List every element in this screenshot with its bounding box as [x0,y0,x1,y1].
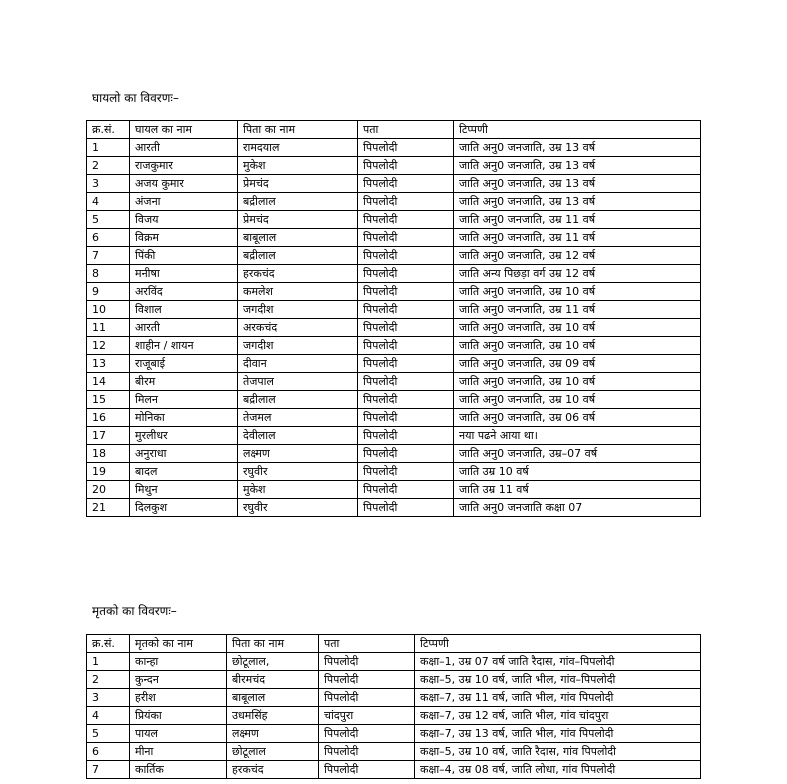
father-name-cell: बद्रीलाल [238,193,358,211]
header-row [87,121,701,139]
address-cell: पिपलोदी [358,391,454,409]
remarks-cell: जाति उम्र 11 वर्ष [454,481,701,499]
address-cell: पिपलोदी [319,653,415,671]
father-name-cell: बद्रीलाल [238,247,358,265]
remarks-cell: जाति अनु0 जनजाति कक्षा 07 [454,499,701,517]
serial-cell: 12 [87,337,130,355]
name-cell: पिंकी [130,247,238,265]
name-cell: मोनिका [130,409,238,427]
father-name-cell: तेजपाल [238,373,358,391]
name-cell: मनीषा [130,265,238,283]
serial-cell: 2 [87,157,130,175]
remarks-cell: कक्षा–7, उम्र 12 वर्ष, जाति भील, गांव चांदपुरा [415,707,701,725]
table-row [87,337,701,355]
address-cell: पिपलोदी [358,445,454,463]
column-header-address: पता [358,121,454,139]
remarks-cell: जाति अनु0 जनजाति, उम्र 11 वर्ष [454,211,701,229]
table-row [87,211,701,229]
address-cell: पिपलोदी [319,725,415,743]
remarks-cell: कक्षा–5, उम्र 10 वर्ष, जाति रैदास, गांव पिपलोदी [415,743,701,761]
header-row [87,635,701,653]
address-cell: पिपलोदी [358,229,454,247]
name-cell: मुरलीधर [130,427,238,445]
table-row [87,725,701,743]
column-header-serial: क्र.सं. [87,635,130,653]
table-row [87,193,701,211]
address-cell: पिपलोदी [358,337,454,355]
table-row [87,355,701,373]
father-name-cell: जगदीश [238,337,358,355]
father-name-cell: रघुवीर [238,463,358,481]
address-cell: पिपलोदी [358,265,454,283]
column-header-father-name: पिता का नाम [227,635,319,653]
address-cell: पिपलोदी [319,761,415,779]
father-name-cell: रामदयाल [238,139,358,157]
address-cell: पिपलोदी [358,409,454,427]
name-cell: कार्तिक [130,761,227,779]
column-header-remarks: टिप्पणी [415,635,701,653]
table-row [87,653,701,671]
address-cell: पिपलोदी [358,481,454,499]
table-row [87,283,701,301]
remarks-cell: जाति अनु0 जनजाति, उम्र 13 वर्ष [454,139,701,157]
father-name-cell: दीवान [238,355,358,373]
table-row [87,463,701,481]
serial-cell: 16 [87,409,130,427]
table-row [87,391,701,409]
address-cell: पिपलोदी [358,139,454,157]
father-name-cell: हरकचंद [238,265,358,283]
serial-cell: 8 [87,265,130,283]
column-header-address: पता [319,635,415,653]
father-name-cell: मुकेश [238,157,358,175]
serial-cell: 18 [87,445,130,463]
father-name-cell: लक्ष्मण [227,725,319,743]
table-row [87,301,701,319]
father-name-cell: जगदीश [238,301,358,319]
name-cell: अंजना [130,193,238,211]
serial-cell: 7 [87,247,130,265]
address-cell: पिपलोदी [358,247,454,265]
address-cell: पिपलोदी [319,743,415,761]
name-cell: प्रियंका [130,707,227,725]
serial-cell: 4 [87,193,130,211]
address-cell: पिपलोदी [358,175,454,193]
serial-cell: 5 [87,725,130,743]
column-header-remarks: टिप्पणी [454,121,701,139]
address-cell: पिपलोदी [358,319,454,337]
remarks-cell: जाति अनु0 जनजाति, उम्र 10 वर्ष [454,337,701,355]
father-name-cell: हरकचंद [227,761,319,779]
serial-cell: 1 [87,139,130,157]
remarks-cell: जाति उम्र 10 वर्ष [454,463,701,481]
father-name-cell: बाबूलाल [227,689,319,707]
father-name-cell: रघुवीर [238,499,358,517]
name-cell: कान्हा [130,653,227,671]
serial-cell: 14 [87,373,130,391]
remarks-cell: जाति अनु0 जनजाति, उम्र 10 वर्ष [454,319,701,337]
father-name-cell: अरकचंद [238,319,358,337]
table-row [87,761,701,779]
name-cell: बादल [130,463,238,481]
table-row [87,499,701,517]
father-name-cell: छोटूलाल [227,743,319,761]
address-cell: पिपलोदी [358,301,454,319]
father-name-cell: लक्ष्मण [238,445,358,463]
deceased-table [86,634,701,779]
remarks-cell: जाति अनु0 जनजाति, उम्र 11 वर्ष [454,301,701,319]
table-row [87,671,701,689]
name-cell: दिलकुश [130,499,238,517]
remarks-cell: जाति अनु0 जनजाति, उम्र 13 वर्ष [454,193,701,211]
table-row [87,175,701,193]
father-name-cell: छोटूलाल, [227,653,319,671]
address-cell: पिपलोदी [358,283,454,301]
deceased-heading: मृतको का विवरणः– [92,604,177,618]
table-row [87,743,701,761]
remarks-cell: जाति अनु0 जनजाति, उम्र 13 वर्ष [454,175,701,193]
name-cell: मिथुन [130,481,238,499]
remarks-cell: जाति अनु0 जनजाति, उम्र 10 वर्ष [454,391,701,409]
table-row [87,373,701,391]
serial-cell: 21 [87,499,130,517]
serial-cell: 1 [87,653,130,671]
serial-cell: 11 [87,319,130,337]
column-header-father-name: पिता का नाम [238,121,358,139]
serial-cell: 4 [87,707,130,725]
column-header-name: मृतको का नाम [130,635,227,653]
serial-cell: 2 [87,671,130,689]
table-row [87,689,701,707]
remarks-cell: कक्षा–4, उम्र 08 वर्ष, जाति लोधा, गांव पिपलोदी [415,761,701,779]
injured-table [86,120,701,517]
address-cell: पिपलोदी [319,671,415,689]
name-cell: पायल [130,725,227,743]
name-cell: आरती [130,139,238,157]
remarks-cell: जाति अनु0 जनजाति, उम्र 12 वर्ष [454,247,701,265]
name-cell: बीरम [130,373,238,391]
remarks-cell: जाति अनु0 जनजाति, उम्र 09 वर्ष [454,355,701,373]
serial-cell: 6 [87,743,130,761]
column-header-name: घायल का नाम [130,121,238,139]
father-name-cell: बद्रीलाल [238,391,358,409]
address-cell: पिपलोदी [358,427,454,445]
father-name-cell: प्रेमचंद [238,211,358,229]
table-row [87,319,701,337]
address-cell: पिपलोदी [358,463,454,481]
serial-cell: 3 [87,175,130,193]
father-name-cell: प्रेमचंद [238,175,358,193]
serial-cell: 7 [87,761,130,779]
father-name-cell: उधमसिंह [227,707,319,725]
name-cell: राजूबाई [130,355,238,373]
father-name-cell: तेजमल [238,409,358,427]
name-cell: अनुराधा [130,445,238,463]
address-cell: चांदपुरा [319,707,415,725]
serial-cell: 20 [87,481,130,499]
name-cell: अजय कुमार [130,175,238,193]
address-cell: पिपलोदी [358,499,454,517]
table-row [87,481,701,499]
remarks-cell: जाति अन्य पिछड़ा वर्ग उम्र 12 वर्ष [454,265,701,283]
name-cell: मिलन [130,391,238,409]
name-cell: हरीश [130,689,227,707]
serial-cell: 10 [87,301,130,319]
remarks-cell: जाति अनु0 जनजाति, उम्र 13 वर्ष [454,157,701,175]
table-row [87,427,701,445]
serial-cell: 13 [87,355,130,373]
father-name-cell: देवीलाल [238,427,358,445]
name-cell: विक्रम [130,229,238,247]
column-header-serial: क्र.सं. [87,121,130,139]
name-cell: विजय [130,211,238,229]
address-cell: पिपलोदी [319,689,415,707]
serial-cell: 3 [87,689,130,707]
father-name-cell: बाबूलाल [238,229,358,247]
table-row [87,139,701,157]
table-row [87,445,701,463]
remarks-cell: जाति अनु0 जनजाति, उम्र 10 वर्ष [454,283,701,301]
address-cell: पिपलोदी [358,193,454,211]
remarks-cell: कक्षा–1, उम्र 07 वर्ष जाति रैदास, गांव–पिपलोदी [415,653,701,671]
serial-cell: 5 [87,211,130,229]
address-cell: पिपलोदी [358,157,454,175]
table-row [87,157,701,175]
serial-cell: 9 [87,283,130,301]
father-name-cell: बीरमचंद [227,671,319,689]
table-row [87,707,701,725]
serial-cell: 19 [87,463,130,481]
table-row [87,409,701,427]
address-cell: पिपलोदी [358,373,454,391]
remarks-cell: जाति अनु0 जनजाति, उम्र–07 वर्ष [454,445,701,463]
name-cell: शाहीन / शायन [130,337,238,355]
address-cell: पिपलोदी [358,211,454,229]
table-row [87,247,701,265]
father-name-cell: मुकेश [238,481,358,499]
address-cell: पिपलोदी [358,355,454,373]
remarks-cell: जाति अनु0 जनजाति, उम्र 10 वर्ष [454,373,701,391]
remarks-cell: जाति अनु0 जनजाति, उम्र 06 वर्ष [454,409,701,427]
name-cell: मीना [130,743,227,761]
serial-cell: 17 [87,427,130,445]
table-row [87,265,701,283]
name-cell: अरविंद [130,283,238,301]
serial-cell: 15 [87,391,130,409]
table-row [87,229,701,247]
name-cell: आरती [130,319,238,337]
remarks-cell: नया पढने आया था। [454,427,701,445]
remarks-cell: कक्षा–7, उम्र 11 वर्ष, जाति भील, गांव पिपलोदी [415,689,701,707]
serial-cell: 6 [87,229,130,247]
name-cell: राजकुमार [130,157,238,175]
injured-heading: घायलो का विवरणः– [92,91,179,105]
name-cell: विशाल [130,301,238,319]
name-cell: कुन्दन [130,671,227,689]
remarks-cell: कक्षा–7, उम्र 13 वर्ष, जाति भील, गांव पिपलोदी [415,725,701,743]
remarks-cell: जाति अनु0 जनजाति, उम्र 11 वर्ष [454,229,701,247]
father-name-cell: कमलेश [238,283,358,301]
remarks-cell: कक्षा–5, उम्र 10 वर्ष, जाति भील, गांव–पिपलोदी [415,671,701,689]
